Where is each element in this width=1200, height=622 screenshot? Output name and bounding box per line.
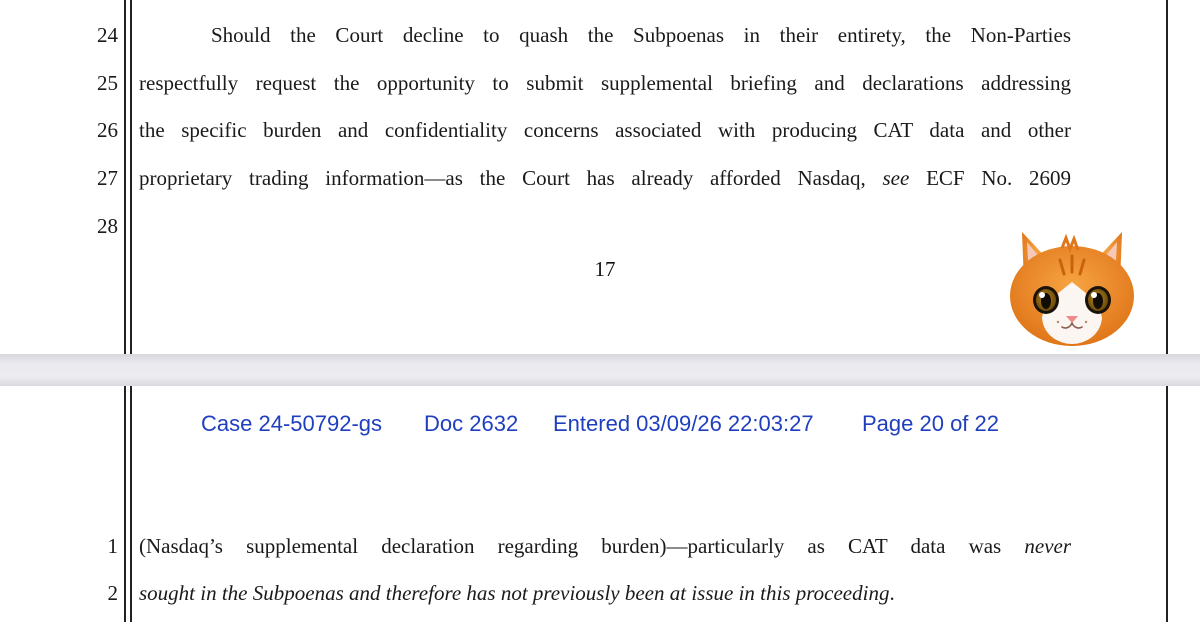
text-segment: . [889,581,895,605]
case-header-stamp [0,409,1200,439]
document-text-line: Should the Court decline to quash the Subpoenas in their entirety, the Non-Parties [211,23,1071,47]
line-number: 1 [107,534,118,558]
text-segment: proprietary trading information—as the Court has already afforded Nasdaq, [139,166,866,190]
cat-face-icon [1002,222,1142,350]
text-segment: (Nasdaq’s supplemental declaration regarding burden)—particularly as CAT data was [139,534,1002,558]
document-text-line [139,580,1071,606]
document-text-line [139,165,1071,191]
document-text-line: the specific burden and confidentiality concerns associated with producing CAT data and other [139,118,1071,142]
case-number: Case 24-50792-gs [201,411,383,436]
text-segment: ECF No. 2609 [926,166,1072,190]
line-number: 27 [97,166,118,190]
document-text-line [139,533,1071,559]
line-number: 25 [97,71,118,95]
document-text-line: respectfully request the opportunity to submit supplemental briefing and declarations addressing [139,71,1071,95]
line-number: 24 [97,23,118,47]
margin-rule-left-outer [124,0,126,354]
page-separator [0,354,1200,386]
italic-text-segment: sought in the Subpoenas and therefore has not previously been at issue in this proceeding [139,581,890,605]
line-number: 2 [107,581,118,605]
entered-timestamp: Entered 03/09/26 22:03:27 [553,411,814,436]
margin-rule-left-inner [130,0,132,354]
page-count: Page 20 of 22 [862,411,1000,436]
document-number: Doc 2632 [424,411,519,436]
line-number: 28 [97,214,118,238]
italic-text-segment: never [1024,534,1072,558]
margin-rule-right [1166,0,1168,354]
line-number: 26 [97,118,118,142]
page-number: 17 [594,257,616,281]
italic-citation-signal: see [882,166,910,190]
